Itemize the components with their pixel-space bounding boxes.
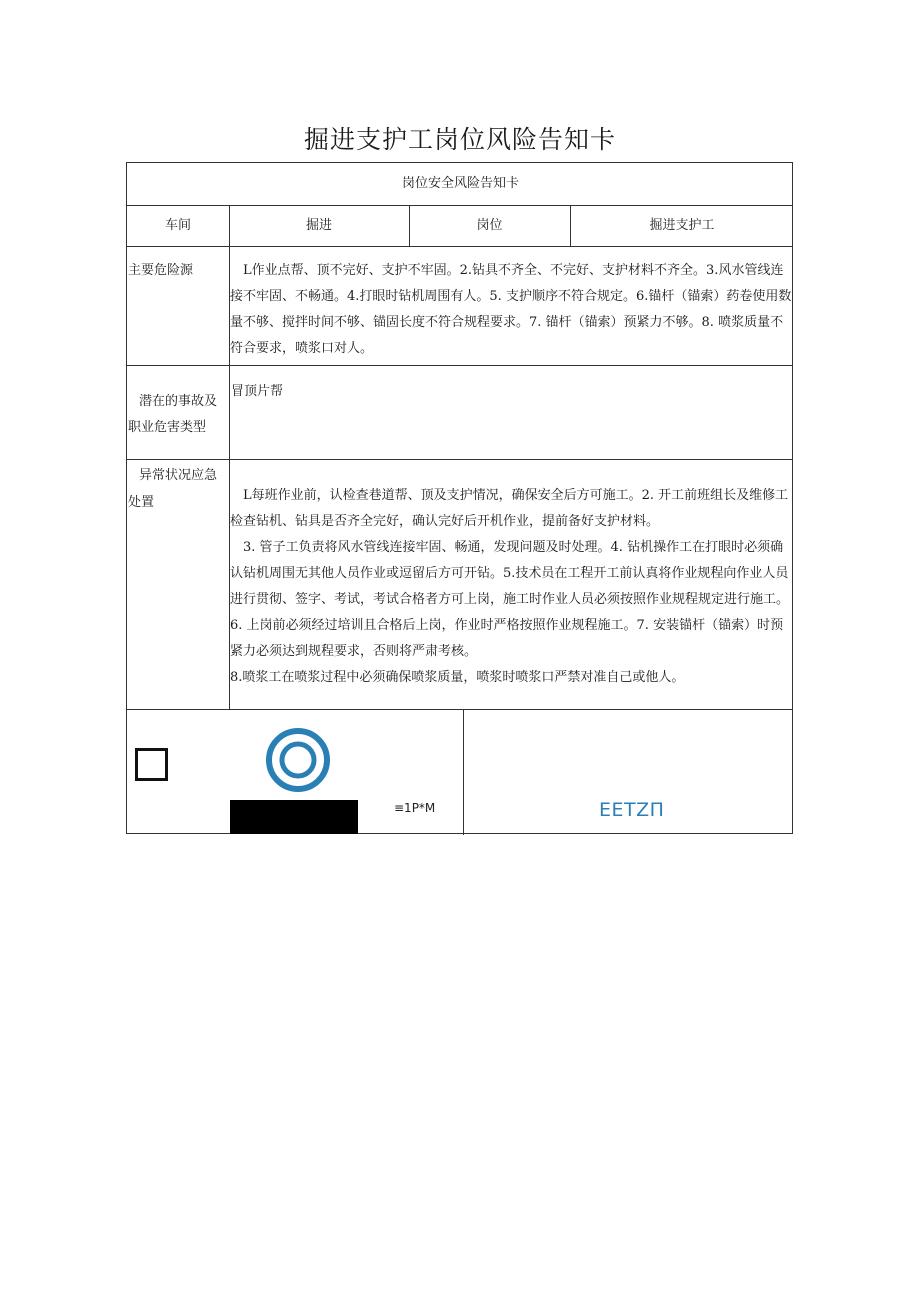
workshop-label: 车间 [164, 218, 191, 233]
main-hazards-text: L作业点帮、顶不完好、支护不牢固。2.钻具不齐全、不完好、支护材料不齐全。3.风水管线连接不牢固、不畅通。4.打眼时钻机周围有人。5. 支护顺序不符合规定。6.锚杆（锚索）药卷使用数量不够、搅拌时间不够、锚固长度不符合规程要求。7. 锚杆（锚索）预紧力不够。8. 喷浆质量不符合要求，喷浆口对人。 [230, 263, 792, 356]
accident-value: 冒顶片帮 [231, 384, 284, 399]
emergency-paragraph-2: 3. 管子工负责将风水管线连接牢固、畅通，发现问题及时处理。4. 钻机操作工在打眼时必须确认钻机周围无其他人员作业或逗留后方可开钻。5.技术员在工程开工前认真将作业规程向作业人员进行贯彻、签字、考试，考试合格者方可上岗，施工时作业人员必须按照作业规程规定进行施工。6. 上岗前必须经过培训且合格后上岗，作业时严格按照作业规程施工。7. 安装锚杆（锚索）时预紧力必须达到规程要求，否则将严肃考核。 [230, 540, 790, 659]
risk-card-table [126, 162, 793, 834]
card-heading: 岗位安全风险告知卡 [401, 176, 519, 191]
code-text: ≡1P*M [394, 801, 436, 815]
accident-label-line2: 职业危害类型 [128, 420, 207, 435]
brand-logo-text: EETZΠ [599, 799, 665, 821]
column-divider [463, 709, 464, 835]
emergency-paragraph-3: 8.喷浆工在喷浆过程中必须确保喷浆质量，喷浆时喷浆口严禁对准自己或他人。 [230, 670, 685, 685]
redaction-bar [230, 800, 358, 834]
circle-seal-icon [265, 727, 331, 793]
emergency-paragraph-1: L每班作业前，认检查巷道帮、顶及支护情况，确保安全后方可施工。2. 开工前班组长及维修工检查钻机、钻具是否齐全完好，确认完好后开机作业，提前备好支护材料。 [230, 488, 789, 529]
emergency-label-line1: 异常状况应急 [139, 468, 218, 483]
workshop-value: 掘进 [305, 218, 332, 233]
emergency-label-line2: 处置 [128, 495, 155, 510]
row-divider [127, 205, 792, 206]
accident-label-line1: 潜在的事故及 [139, 394, 218, 409]
row-divider [127, 459, 792, 460]
page-title: 掘进支护工岗位风险告知卡 [303, 125, 616, 154]
position-value: 掘进支护工 [649, 218, 715, 233]
main-hazards-label: 主要危险源 [128, 263, 194, 278]
checkbox-square[interactable] [135, 748, 168, 781]
row-divider [127, 246, 792, 247]
row-divider [127, 365, 792, 366]
emergency-text-block [230, 483, 792, 691]
position-label: 岗位 [476, 218, 503, 233]
row-divider [127, 709, 792, 710]
